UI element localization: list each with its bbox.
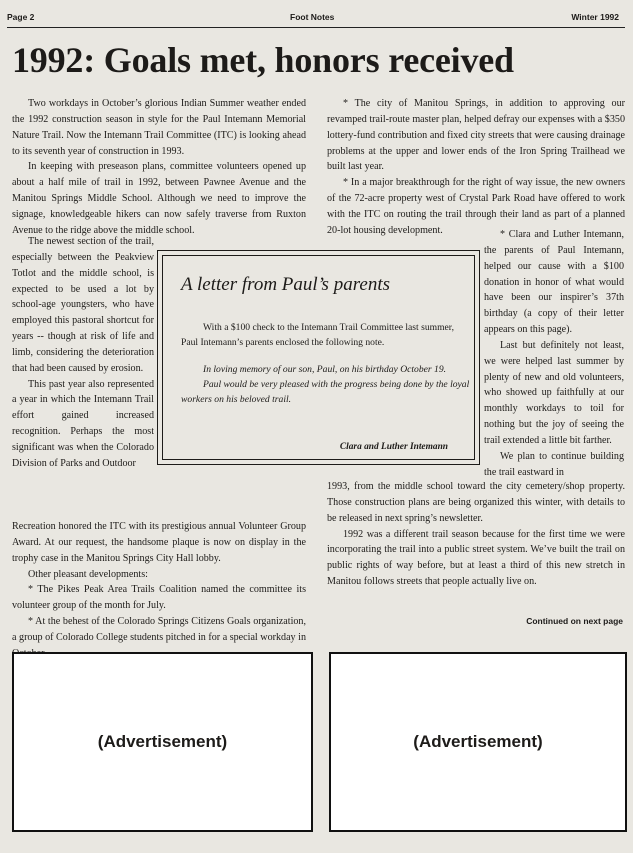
letter-signature: Clara and Luther Intemann xyxy=(339,442,448,452)
paragraph: Two workdays in October’s glorious Indian Summer weather ended the 1992 construction season in style for the Paul Intemann Memorial Nature Trail. Now the Intemann Trail Committee (ITC) is looking ahead to its seventh year of construction in 1993. xyxy=(12,98,306,157)
right-column-narrow xyxy=(484,227,624,481)
paragraph: The newest section of the trail, especially between the Peakview Totlot and the middle school, is expected to be used a lot by school-age youngsters, who have employed this pastoral shortcut for years -- though at risk of life and limb, considering the deterioration that had been caused by erosion. xyxy=(12,236,154,374)
paragraph: 1993, from the middle school toward the city cemetery/shop property. Those construction plans are being organized this winter, with details to be released in next spring’s newsletter. xyxy=(327,481,625,524)
paragraph: * At the behest of the Colorado Springs Citizens Goals organization, a group of Colorado College students pitched in for a special workday in xyxy=(12,616,306,643)
paragraph: We plan to continue building the trail eastward in xyxy=(484,450,624,478)
paragraph: Last but definitely not least, we were helped last summer by plenty of new and old volunteers, who showed up faithfully at our monthly workdays to toil for nothing but the joy of seeing the trail extended a little bit farther. xyxy=(484,339,624,446)
right-column-bottom xyxy=(327,479,625,590)
paragraph: Recreation honored the ITC with its prestigious annual Volunteer Group Award. At our request, the handsome plaque is now on display in the trophy case in the Manitou Springs City Hall lobby. xyxy=(12,521,306,564)
letter-title: A letter from Paul’s parents xyxy=(181,274,390,295)
right-column-top xyxy=(327,96,625,239)
paragraph: Other pleasant developments: xyxy=(28,568,148,580)
advertisement-right xyxy=(329,652,627,832)
left-column-top xyxy=(12,96,306,239)
publication-name: Foot Notes xyxy=(290,12,335,22)
advertisement-left xyxy=(12,652,313,832)
letter-intro: With a $100 check to the Intemann Trail Committee last summer, Paul Intemann’s parents enclosed the following note. xyxy=(181,322,455,348)
paragraph: * The city of Manitou Springs, in addition to approving our revamped trail-route master plan, helped defray our expenses with a $350 lottery-fund contribution and fixed city streets that were causing drainage problems at the upper and lower ends of the Iron Spring Trailhead we built last year. xyxy=(327,98,625,173)
letter-quote-line: In loving memory of our son, Paul, on his birthday October 19. xyxy=(203,364,447,375)
letter-box-inner-border xyxy=(162,255,475,460)
paragraph: 1992 was a different trail season because for the first time we were incorporating the trail into a public street system. We’ve built the trail on public rights of way before, but at least a third of this new stretch in Manitou follows streets that people actually live on. xyxy=(327,528,625,588)
letter-box xyxy=(157,250,480,465)
paragraph: * The Pikes Peak Area Trails Coalition named the committee its volunteer group of the month for July. xyxy=(12,584,306,612)
headline: 1992: Goals met, honors received xyxy=(12,40,514,80)
page-number: Page 2 xyxy=(7,12,35,22)
letter-quote-line: Paul would be very pleased with the progress being done by the loyal workers on his beloved trail. xyxy=(181,379,470,405)
left-column-narrow xyxy=(12,234,154,472)
advertisement-label: (Advertisement) xyxy=(413,732,543,751)
letter-quote xyxy=(181,362,471,407)
paragraph: * In a major breakthrough for the right of way issue, the new owners of the 72-acre property west of Crystal Park Road have offered to work with the ITC on routing the trail through their land as part of a planned 20-lot housing development. xyxy=(327,177,625,236)
continued-note: Continued on next page xyxy=(526,616,623,626)
header-rule xyxy=(7,27,625,28)
advertisement-label: (Advertisement) xyxy=(97,732,228,751)
paragraph: This past year also represented a year in which the Intemann Trail effort gained increased recognition. Perhaps the most significant was when the Colorado Division of Parks and Outdoor xyxy=(12,378,154,469)
paragraph: In keeping with preseason plans, committee volunteers opened up about a half mile of trail in 1992, between Pawnee Avenue and the Manitou Springs Middle School. Although we need to improve the signage, knowledgeable hikers can now safely traverse from Ruxton Avenue to the ridge above the middle school. xyxy=(12,161,306,236)
issue-date: Winter 1992 xyxy=(571,12,619,22)
paragraph: * Clara and Luther Intemann, the parents of Paul Intemann, helped our cause with a $100 donation in honor of what would have been our inspirer’s 37th birthday (a copy of their letter appears on this page). xyxy=(484,229,624,336)
left-column-bottom xyxy=(12,519,306,662)
